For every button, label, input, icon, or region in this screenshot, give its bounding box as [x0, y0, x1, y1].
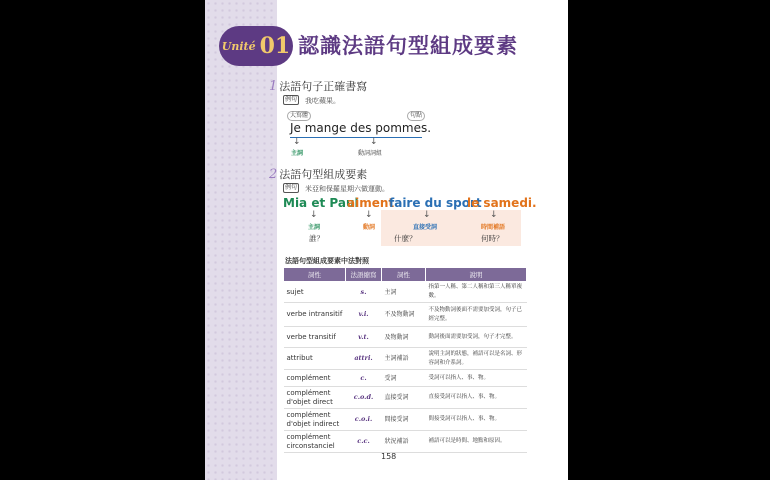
cell-desc: 受詞可以指人、事、物。 — [426, 370, 527, 387]
cell-zh: 狀況補語 — [382, 431, 426, 453]
cell-abbr: c. — [346, 370, 382, 387]
grammar-table — [283, 267, 527, 453]
capital-tag: 大寫體 — [287, 111, 311, 121]
cell-zh: 直接受詞 — [382, 387, 426, 409]
cell-desc: 動詞後面需要加受詞，句子才完整。 — [426, 327, 527, 348]
label-subject: 主詞 — [308, 224, 321, 231]
arrow-down-icon: ↓ — [365, 210, 373, 220]
section2-title-text: 法語句型組成要素 — [279, 168, 368, 181]
cell-abbr: c.o.d. — [346, 387, 382, 409]
cell-abbr: s. — [346, 282, 382, 303]
sentence-part-time: le samedi. — [467, 196, 537, 210]
cell-abbr: v.t. — [346, 327, 382, 348]
cell-term: complément circonstanciel — [284, 431, 346, 453]
sentence-part-verb: aiment — [347, 196, 395, 210]
book-page — [205, 0, 568, 480]
cell-term: complément d'objet direct — [284, 387, 346, 409]
table-row — [284, 387, 527, 409]
cell-term: sujet — [284, 282, 346, 303]
cell-zh: 主詞補語 — [382, 348, 426, 370]
arrow-down-icon: ↓ — [293, 137, 301, 147]
arrow-down-icon: ↓ — [490, 210, 498, 220]
cell-desc: 不及物動詞後面不需要加受詞，句子已經完整。 — [426, 303, 527, 327]
cell-term: complément — [284, 370, 346, 387]
cell-abbr: attri. — [346, 348, 382, 370]
verb-group-label: 動詞詞組 — [358, 150, 383, 157]
page-number: 158 — [381, 452, 397, 461]
arrow-down-icon: ↓ — [310, 210, 318, 220]
cell-abbr: v.i. — [346, 303, 382, 327]
cell-zh: 受詞 — [382, 370, 426, 387]
question-what: 什麼？ — [394, 234, 417, 243]
cell-zh: 及物動詞 — [382, 327, 426, 348]
header-cell: 詞性 — [284, 268, 346, 282]
table-row — [284, 348, 527, 370]
section1-title-text: 法語句子正確書寫 — [279, 80, 368, 93]
header-cell: 詞性 — [382, 268, 426, 282]
period-tag: 句點 — [407, 111, 425, 121]
question-who: 誰？ — [309, 234, 324, 243]
header-cell: 法語縮寫 — [346, 268, 382, 282]
sentence-part-object: faire du sport — [389, 196, 482, 210]
example-text: 我吃蘋果。 — [305, 97, 340, 105]
example-label: 例句 — [285, 184, 298, 191]
cell-abbr: c.o.i. — [346, 409, 382, 431]
section1-number: 1 — [269, 79, 278, 94]
unit-word: Unité — [221, 39, 256, 53]
cell-zh: 不及物動詞 — [382, 303, 426, 327]
unit-badge — [219, 26, 293, 66]
cell-desc: 補語可以是時間、地點和原因。 — [426, 431, 527, 453]
section2-title — [269, 166, 367, 182]
cell-abbr: c.c. — [346, 431, 382, 453]
arrow-down-icon: ↓ — [370, 137, 378, 147]
table-row — [284, 370, 527, 387]
question-when: 何時？ — [481, 234, 504, 243]
label-time: 時間補語 — [481, 224, 506, 231]
table-row — [284, 409, 527, 431]
cell-term: attribut — [284, 348, 346, 370]
example-label: 例句 — [285, 96, 298, 103]
label-verb: 動詞 — [363, 224, 376, 231]
subject-label: 主詞 — [291, 150, 304, 157]
example-text: 米亞和保羅星期六做運動。 — [305, 185, 389, 193]
table-header-row — [284, 268, 527, 282]
table-row — [284, 282, 527, 303]
cell-zh: 間接受詞 — [382, 409, 426, 431]
cell-term: verbe intransitif — [284, 303, 346, 327]
cell-term: complément d'objet indirect — [284, 409, 346, 431]
section1-title — [269, 78, 367, 94]
table-row — [284, 303, 527, 327]
cell-desc: 指第一人稱、第二人稱和第三人稱單複數。 — [426, 282, 527, 303]
arrow-down-icon: ↓ — [423, 210, 431, 220]
sentence-underline — [290, 137, 422, 138]
cell-zh: 主詞 — [382, 282, 426, 303]
cell-desc: 說明主詞的狀態，補語可以是名詞、形容詞和介系詞。 — [426, 348, 527, 370]
sentence-part-subject: Mia et Paul — [283, 196, 359, 210]
cell-desc: 直接受詞可以指人、事、物。 — [426, 387, 527, 409]
unit-title: 認識法語句型組成要素 — [298, 34, 518, 58]
table-row — [284, 327, 527, 348]
cell-term: verbe transitif — [284, 327, 346, 348]
cell-desc: 間接受詞可以指人、事、物。 — [426, 409, 527, 431]
label-direct-object: 直接受詞 — [413, 224, 438, 231]
unit-number: 01 — [259, 33, 291, 59]
side-stripe — [205, 0, 277, 480]
section2-number: 2 — [269, 167, 278, 182]
example-sentence: Je mange des pommes. — [290, 121, 432, 135]
header-cell: 說明 — [426, 268, 527, 282]
table-title: 法語句型組成要素中法對照 — [285, 257, 369, 265]
table-row — [284, 431, 527, 453]
